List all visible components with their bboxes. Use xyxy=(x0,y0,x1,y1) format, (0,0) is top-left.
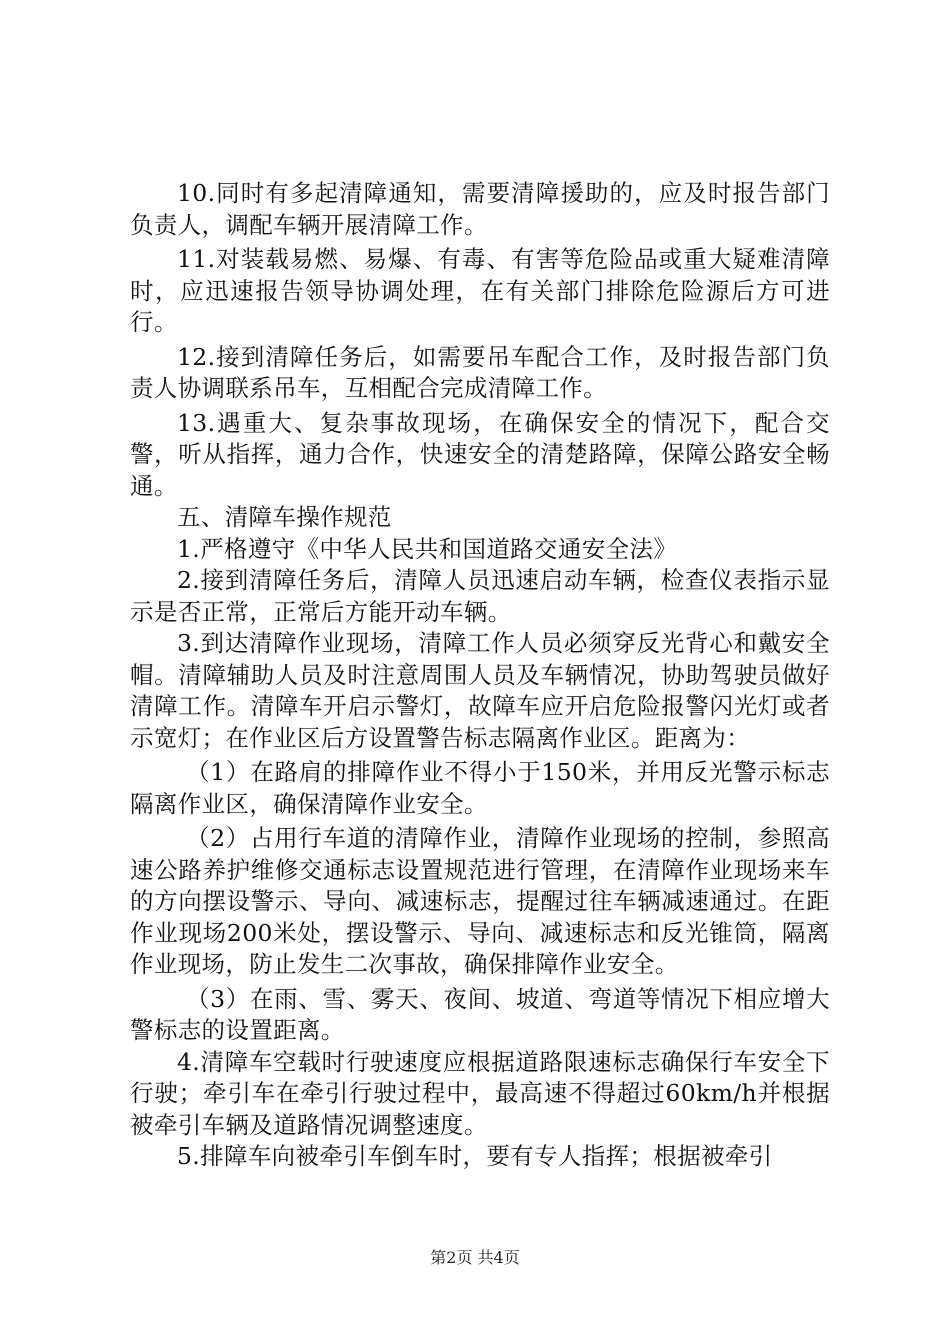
paragraph-sub-1: （1）在路肩的排障作业不得小于150米，并用反光警示标志隔离作业区，确保清障作业安全。 xyxy=(130,758,830,818)
paragraph-sub-2: （2）占用行车道的清障作业，清障作业现场的控制，参照高速公路养护维修交通标志设置规范进行管理，在清障作业现场来车的方向摆设警示、导向、减速标志，提醒过往车辆减速通过。在距作业现场200米处，摆设警示、导向、减速标志和反光锥筒，隔离作业现场，防止发生二次事故，确保排障作业安全。 xyxy=(130,824,830,978)
document-body xyxy=(130,178,830,1173)
paragraph-rule-2: 2.接到清障任务后，清障人员迅速启动车辆，检查仪表指示显示是否正常，正常后方能开动车辆。 xyxy=(130,566,830,626)
paragraph-rule-1: 1.严格遵守《中华人民共和国道路交通安全法》 xyxy=(177,534,678,563)
paragraph-rule-3: 3.到达清障作业现场，清障工作人员必须穿反光背心和戴安全帽。清障辅助人员及时注意周围人员及车辆情况，协助驾驶员做好清障工作。清障车开启示警灯，故障车应开启危险报警闪光灯或者示宽灯；在作业区后方设置警告标志隔离作业区。距离为： xyxy=(130,629,830,752)
paragraph-rule-5: 5.排障车向被牵引车倒车时，要有专人指挥；根据被牵引 xyxy=(177,1142,773,1170)
paragraph-item-12: 12.接到清障任务后，如需要吊车配合工作，及时报告部门负责人协调联系吊车，互相配合完成清障工作。 xyxy=(130,342,830,402)
page-number-footer: 第2页 共4页 xyxy=(430,1248,520,1267)
paragraph-item-10: 10.同时有多起清障通知，需要清障援助的，应及时报告部门负责人，调配车辆开展清障工作。 xyxy=(130,179,830,239)
paragraph-item-11: 11.对装载易燃、易爆、有毒、有害等危险品或重大疑难清障时，应迅速报告领导协调处理，在有关部门排除危险源后方可进行。 xyxy=(130,245,830,336)
paragraph-sub-3: （3）在雨、雪、雾天、夜间、坡道、弯道等情况下相应增大警标志的设置距离。 xyxy=(130,984,830,1044)
paragraph-item-13: 13.遇重大、复杂事故现场，在确保安全的情况下，配合交警，听从指挥，通力合作，快速安全的清楚路障，保障公路安全畅通。 xyxy=(130,408,830,500)
section-heading: 五、清障车操作规范 xyxy=(177,503,392,531)
paragraph-rule-4: 4.清障车空载时行驶速度应根据道路限速标志确保行车安全下行驶；牵引车在牵引行驶过程中，最高速不得超过60km/h并根据被牵引车辆及道路情况调整速度。 xyxy=(130,1047,830,1139)
